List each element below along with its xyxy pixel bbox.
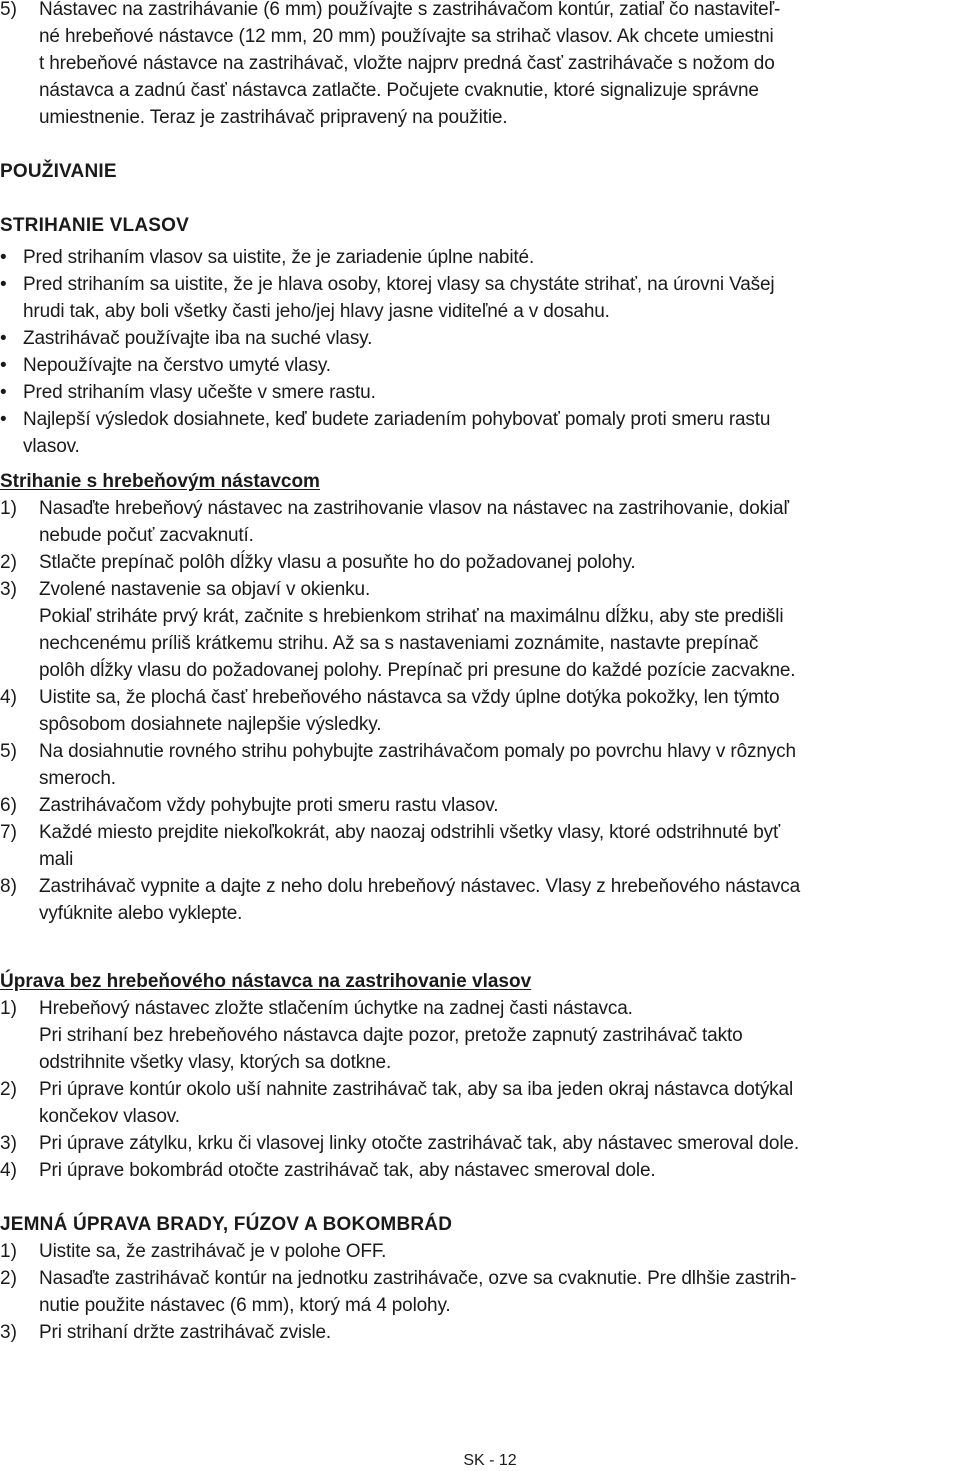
step-number: 3): [0, 1133, 17, 1154]
step-number: 4): [0, 687, 17, 708]
list-item: [0, 352, 960, 379]
step-number: 6): [0, 795, 17, 816]
step-text: Na dosiahnutie rovného strihu pohybujte zastrihávačom pomaly po povrchu hlavy v rôznych smeroch.: [39, 741, 796, 789]
list-item: [0, 495, 960, 549]
intro-text: Nástavec na zastrihávanie (6 mm) používajte s zastrihávačom kontúr, zatiaľ čo nastaviteľ- né hrebeňové nástavce (12 mm, 20 mm) používajte sa strihač vlasov. Ak chcete umiestni t hrebeňové nástavce na zastrihávač, vložte najprv predná časť zastrihávače s nožom do nástavca a zadnú časť nástavca zatlačte. Počujete cvaknutie, ktoré signalizuje správne umiestnenie. Teraz je zastrihávač pripravený na použitie.: [39, 0, 781, 128]
list-item: [0, 406, 960, 460]
list-item: [0, 379, 960, 406]
bullet-marker: •: [0, 409, 7, 430]
list-item: [0, 792, 960, 819]
list-item: [0, 1157, 960, 1184]
step-text: Pri strihaní držte zastrihávač zvisle.: [39, 1322, 332, 1343]
step-number: 8): [0, 876, 17, 897]
list-item: [0, 549, 960, 576]
step-number: 1): [0, 998, 17, 1019]
list-item: [0, 684, 960, 738]
bullet-marker: •: [0, 328, 7, 349]
step-number: 1): [0, 498, 17, 519]
haircut-bullet-list: [0, 244, 960, 460]
list-item: [0, 576, 960, 684]
bullet-text: Najlepší výsledok dosiahnete, keď budete zariadením pohybovať pomaly proti smeru rastu vlasov.: [23, 409, 771, 457]
step-number: 3): [0, 1322, 17, 1343]
step-number: 7): [0, 822, 17, 843]
step-number: 4): [0, 1160, 17, 1181]
list-item: [0, 1130, 960, 1157]
list-item: [0, 995, 960, 1076]
step-text: Pri úprave bokombrád otočte zastrihávač tak, aby nástavec smeroval dole.: [39, 1160, 656, 1181]
list-item: [0, 244, 960, 271]
bullet-text: Pred strihaním vlasy učešte v smere rastu.: [23, 382, 376, 403]
bullet-text: Nepoužívajte na čerstvo umyté vlasy.: [23, 355, 331, 376]
nocomb-steps-list: [0, 995, 960, 1184]
comb-steps-list: [0, 495, 960, 927]
intro-item: [0, 0, 960, 131]
haircut-title: STRIHANIE VLASOV: [0, 215, 189, 236]
step-text: Pri úprave kontúr okolo uší nahnite zastrihávač tak, aby sa iba jeden okraj nástavca dotýkal končekov vlasov.: [39, 1079, 794, 1127]
list-item: [0, 873, 960, 927]
step-text: Zvolené nastavenie sa objaví v okienku. Pokiaľ striháte prvý krát, začnite s hrebienkom strihať na maximálnu dĺžku, aby ste predišli nechcenému príliš krátkemu strihu. Až sa s nastaveniami zoznámite, nastavte prepínač polôh dĺžky vlasu do požadovanej polohy. Prepínač pri presune do každé pozície zacvakne.: [39, 579, 796, 681]
nocomb-section-title: Úprava bez hrebeňového nástavca na zastrihovanie vlasov: [0, 971, 532, 992]
step-text: Nasaďte zastrihávač kontúr na jednotku zastrihávače, ozve sa cvaknutie. Pre dlhšie zastrih- nutie použite nástavec (6 mm), ktorý má 4 polohy.: [39, 1268, 797, 1316]
step-number: 5): [0, 741, 17, 762]
bullet-marker: •: [0, 382, 7, 403]
step-text: Hrebeňový nástavec zložte stlačením úchytke na zadnej časti nástavca. Pri strihaní bez hrebeňového nástavca dajte pozor, pretože zapnutý zastrihávač takto odstrihnite všetky vlasy, ktorých sa dotkne.: [39, 998, 743, 1073]
bullet-text: Pred strihaním vlasov sa uistite, že je zariadenie úplne nabité.: [23, 247, 535, 268]
bullet-text: Zastrihávač používajte iba na suché vlasy.: [23, 328, 373, 349]
step-text: Uistite sa, že plochá časť hrebeňového nástavca sa vždy úplne dotýka pokožky, len týmto spôsobom dosiahnete najlepšie výsledky.: [39, 687, 780, 735]
fine-steps-list: [0, 1238, 960, 1346]
step-text: Nasaďte hrebeňový nástavec na zastrihovanie vlasov na nástavec na zastrihovanie, dokiaľ nebude počuť zacvaknutí.: [39, 498, 789, 546]
intro-number: 5): [0, 0, 17, 20]
page-number: SK - 12: [463, 1452, 517, 1469]
section-usage-title: POUŽIVANIE: [0, 161, 117, 182]
list-item: [0, 271, 960, 325]
step-number: 2): [0, 1079, 17, 1100]
comb-section-title: Strihanie s hrebeňovým nástavcom: [0, 471, 320, 492]
step-text: Každé miesto prejdite niekoľkokrát, aby naozaj odstrihli všetky vlasy, ktoré odstrihnuté byť mali: [39, 822, 780, 870]
step-text: Zastrihávač vypnite a dajte z neho dolu hrebeňový nástavec. Vlasy z hrebeňového nástavca vyfúknite alebo vyklepte.: [39, 876, 800, 924]
step-number: 2): [0, 552, 17, 573]
step-text: Zastrihávačom vždy pohybujte proti smeru rastu vlasov.: [39, 795, 499, 816]
fine-section-title: JEMNÁ ÚPRAVA BRADY, FÚZOV A BOKOMBRÁD: [0, 1214, 453, 1235]
bullet-text: Pred strihaním sa uistite, že je hlava osoby, ktorej vlasy sa chystáte strihať, na úrovni Vašej hrudi tak, aby boli všetky časti jeho/jej hlavy jasne viditeľné a v dosahu.: [23, 274, 775, 322]
bullet-marker: •: [0, 274, 7, 295]
step-text: Stlačte prepínač polôh dĺžky vlasu a posuňte ho do požadovanej polohy.: [39, 552, 636, 573]
list-item: [0, 325, 960, 352]
bullet-marker: •: [0, 247, 7, 268]
step-number: 1): [0, 1241, 17, 1262]
list-item: [0, 1319, 960, 1346]
step-text: Pri úprave zátylku, krku či vlasovej linky otočte zastrihávač tak, aby nástavec smeroval dole.: [39, 1133, 799, 1154]
list-item: [0, 819, 960, 873]
list-item: [0, 738, 960, 792]
bullet-marker: •: [0, 355, 7, 376]
list-item: [0, 1238, 960, 1265]
list-item: [0, 1265, 960, 1319]
step-number: 3): [0, 579, 17, 600]
list-item: [0, 1076, 960, 1130]
step-number: 2): [0, 1268, 17, 1289]
step-text: Uistite sa, že zastrihávač je v polohe OFF.: [39, 1241, 387, 1262]
